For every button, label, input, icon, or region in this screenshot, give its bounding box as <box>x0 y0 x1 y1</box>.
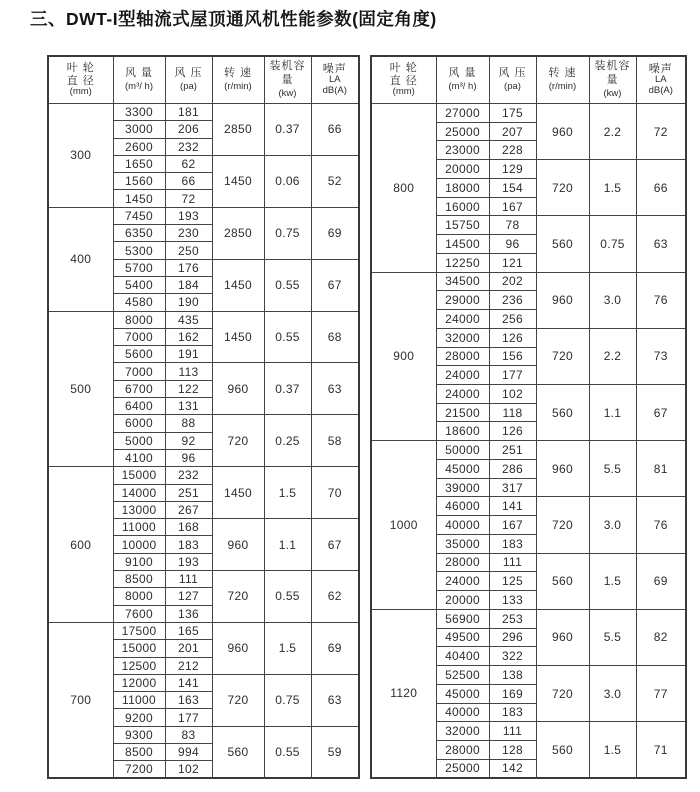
pressure-cell: 72 <box>165 190 212 207</box>
speed-cell: 960 <box>212 622 264 674</box>
flow-cell: 5000 <box>113 432 165 449</box>
diameter-cell: 300 <box>48 104 113 208</box>
power-cell: 1.5 <box>264 622 311 674</box>
noise-cell: 67 <box>636 385 686 441</box>
noise-cell: 76 <box>636 497 686 553</box>
pressure-cell: 138 <box>489 666 536 685</box>
flow-cell: 18000 <box>436 178 489 197</box>
flow-cell: 8000 <box>113 311 165 328</box>
flow-cell: 50000 <box>436 441 489 460</box>
table-row <box>371 609 686 628</box>
power-cell: 5.5 <box>589 441 636 497</box>
pressure-cell: 435 <box>165 311 212 328</box>
speed-cell: 720 <box>536 497 589 553</box>
speed-cell: 960 <box>536 441 589 497</box>
diameter-cell: 1000 <box>371 441 436 610</box>
header-line: 叶 轮 <box>66 61 95 74</box>
noise-cell: 63 <box>311 674 359 726</box>
header-line: (kw) <box>278 87 297 99</box>
header-speed <box>536 56 589 104</box>
header-line: 转 速 <box>548 67 577 80</box>
flow-cell: 11000 <box>113 692 165 709</box>
flow-cell: 15000 <box>113 467 165 484</box>
header-line: 风 压 <box>498 67 527 80</box>
power-cell: 0.55 <box>264 571 311 623</box>
header-speed <box>212 56 264 104</box>
noise-cell: 68 <box>311 311 359 363</box>
table-row <box>48 467 359 484</box>
flow-cell: 1450 <box>113 190 165 207</box>
table-row <box>371 441 686 460</box>
pressure-cell: 125 <box>489 572 536 591</box>
tables-container <box>47 55 687 779</box>
header-noise <box>311 56 359 104</box>
noise-cell: 69 <box>311 622 359 674</box>
header-row <box>371 56 686 104</box>
pressure-cell: 183 <box>489 703 536 722</box>
table-row <box>48 207 359 224</box>
table-row <box>48 622 359 639</box>
power-cell: 0.55 <box>264 311 311 363</box>
header-line: 直 径 <box>389 74 418 87</box>
noise-cell: 66 <box>311 104 359 156</box>
pressure-cell: 267 <box>165 501 212 518</box>
noise-cell: 82 <box>636 609 686 665</box>
diameter-cell: 700 <box>48 622 113 778</box>
header-line: 直 径 <box>66 74 95 87</box>
flow-cell: 9200 <box>113 709 165 726</box>
pressure-cell: 111 <box>489 722 536 741</box>
pressure-cell: 251 <box>489 441 536 460</box>
pressure-cell: 177 <box>489 366 536 385</box>
pressure-cell: 228 <box>489 141 536 160</box>
pressure-cell: 96 <box>489 235 536 254</box>
power-cell: 0.75 <box>589 216 636 272</box>
flow-cell: 10000 <box>113 536 165 553</box>
pressure-cell: 193 <box>165 553 212 570</box>
pressure-cell: 88 <box>165 415 212 432</box>
power-cell: 5.5 <box>589 609 636 665</box>
diameter-cell: 1120 <box>371 609 436 778</box>
pressure-cell: 96 <box>165 449 212 466</box>
header-diameter <box>371 56 436 104</box>
pressure-cell: 66 <box>165 173 212 190</box>
flow-cell: 3000 <box>113 121 165 138</box>
header-pressure <box>489 56 536 104</box>
header-line: 叶 轮 <box>389 61 418 74</box>
header-line: (mm) <box>392 86 415 98</box>
page-title: 三、DWT-I型轴流式屋顶通风机性能参数(固定角度) <box>30 9 437 29</box>
pressure-cell: 111 <box>165 571 212 588</box>
noise-cell: 63 <box>636 216 686 272</box>
speed-cell: 720 <box>536 666 589 722</box>
flow-cell: 32000 <box>436 328 489 347</box>
noise-cell: 58 <box>311 415 359 467</box>
pressure-cell: 165 <box>165 622 212 639</box>
flow-cell: 18600 <box>436 422 489 441</box>
power-cell: 0.75 <box>264 207 311 259</box>
flow-cell: 1650 <box>113 155 165 172</box>
flow-cell: 56900 <box>436 609 489 628</box>
flow-cell: 39000 <box>436 478 489 497</box>
flow-cell: 12000 <box>113 674 165 691</box>
flow-cell: 34500 <box>436 272 489 291</box>
flow-cell: 7600 <box>113 605 165 622</box>
flow-cell: 12500 <box>113 657 165 674</box>
flow-cell: 6400 <box>113 398 165 415</box>
flow-cell: 14500 <box>436 235 489 254</box>
power-cell: 1.5 <box>589 722 636 778</box>
diameter-cell: 500 <box>48 311 113 467</box>
speed-cell: 960 <box>536 272 589 328</box>
power-cell: 3.0 <box>589 666 636 722</box>
pressure-cell: 232 <box>165 138 212 155</box>
performance-table-left <box>47 55 360 779</box>
flow-cell: 40400 <box>436 647 489 666</box>
pressure-cell: 201 <box>165 640 212 657</box>
pressure-cell: 212 <box>165 657 212 674</box>
flow-cell: 13000 <box>113 501 165 518</box>
flow-cell: 4100 <box>113 449 165 466</box>
flow-cell: 8500 <box>113 571 165 588</box>
pressure-cell: 162 <box>165 328 212 345</box>
power-cell: 1.5 <box>264 467 311 519</box>
noise-cell: 76 <box>636 272 686 328</box>
pressure-cell: 181 <box>165 104 212 121</box>
speed-cell: 2850 <box>212 207 264 259</box>
pressure-cell: 236 <box>489 291 536 310</box>
flow-cell: 20000 <box>436 160 489 179</box>
flow-cell: 28000 <box>436 553 489 572</box>
flow-cell: 2600 <box>113 138 165 155</box>
diameter-cell: 900 <box>371 272 436 441</box>
header-line: 风 量 <box>124 67 154 80</box>
pressure-cell: 163 <box>165 692 212 709</box>
header-line: dB(A) <box>322 85 347 97</box>
header-power <box>264 56 311 104</box>
header-line: dB(A) <box>648 85 673 97</box>
noise-cell: 77 <box>636 666 686 722</box>
flow-cell: 6350 <box>113 225 165 242</box>
pressure-cell: 156 <box>489 347 536 366</box>
pressure-cell: 322 <box>489 647 536 666</box>
speed-cell: 560 <box>536 385 589 441</box>
flow-cell: 11000 <box>113 519 165 536</box>
pressure-cell: 230 <box>165 225 212 242</box>
speed-cell: 1450 <box>212 311 264 363</box>
header-line: (r/min) <box>548 80 577 92</box>
pressure-cell: 167 <box>489 516 536 535</box>
flow-cell: 17500 <box>113 622 165 639</box>
header-line: LA <box>654 74 667 86</box>
pressure-cell: 206 <box>165 121 212 138</box>
flow-cell: 3300 <box>113 104 165 121</box>
pressure-cell: 122 <box>165 380 212 397</box>
pressure-cell: 141 <box>489 497 536 516</box>
pressure-cell: 256 <box>489 310 536 329</box>
flow-cell: 25000 <box>436 759 489 778</box>
flow-cell: 29000 <box>436 291 489 310</box>
header-line: 装机容量 <box>269 60 306 87</box>
flow-cell: 21500 <box>436 403 489 422</box>
table-row <box>48 104 359 121</box>
noise-cell: 73 <box>636 328 686 384</box>
pressure-cell: 317 <box>489 478 536 497</box>
pressure-cell: 111 <box>489 553 536 572</box>
speed-cell: 720 <box>212 415 264 467</box>
pressure-cell: 253 <box>489 609 536 628</box>
pressure-cell: 177 <box>165 709 212 726</box>
flow-cell: 28000 <box>436 740 489 759</box>
header-line: 装机容量 <box>594 60 631 87</box>
pressure-cell: 126 <box>489 328 536 347</box>
flow-cell: 7000 <box>113 363 165 380</box>
flow-cell: 40000 <box>436 703 489 722</box>
header-flow <box>436 56 489 104</box>
pressure-cell: 190 <box>165 294 212 311</box>
noise-cell: 67 <box>311 259 359 311</box>
pressure-cell: 126 <box>489 422 536 441</box>
header-line: 噪声 <box>648 62 673 75</box>
flow-cell: 45000 <box>436 684 489 703</box>
pressure-cell: 128 <box>489 740 536 759</box>
pressure-cell: 129 <box>489 160 536 179</box>
speed-cell: 560 <box>536 553 589 609</box>
pressure-cell: 183 <box>489 534 536 553</box>
flow-cell: 5400 <box>113 276 165 293</box>
pressure-cell: 92 <box>165 432 212 449</box>
power-cell: 3.0 <box>589 272 636 328</box>
header-line: (kw) <box>603 87 622 99</box>
diameter-cell: 400 <box>48 207 113 311</box>
power-cell: 1.1 <box>589 385 636 441</box>
pressure-cell: 232 <box>165 467 212 484</box>
header-line: (r/min) <box>224 80 252 92</box>
header-line: 噪声 <box>322 62 347 75</box>
noise-cell: 72 <box>636 104 686 160</box>
power-cell: 0.37 <box>264 104 311 156</box>
pressure-cell: 184 <box>165 276 212 293</box>
flow-cell: 15000 <box>113 640 165 657</box>
flow-cell: 35000 <box>436 534 489 553</box>
flow-cell: 24000 <box>436 572 489 591</box>
header-line: (pa) <box>504 80 521 92</box>
flow-cell: 45000 <box>436 459 489 478</box>
power-cell: 0.55 <box>264 726 311 778</box>
pressure-cell: 193 <box>165 207 212 224</box>
header-line: (m³/ h) <box>448 80 477 92</box>
flow-cell: 24000 <box>436 310 489 329</box>
speed-cell: 720 <box>212 571 264 623</box>
flow-cell: 4580 <box>113 294 165 311</box>
flow-cell: 12250 <box>436 253 489 272</box>
flow-cell: 7000 <box>113 328 165 345</box>
header-line: 转 速 <box>223 67 253 80</box>
header-diameter <box>48 56 113 104</box>
performance-table-right <box>370 55 687 779</box>
speed-cell: 1450 <box>212 259 264 311</box>
flow-cell: 52500 <box>436 666 489 685</box>
noise-cell: 62 <box>311 571 359 623</box>
header-pressure <box>165 56 212 104</box>
table-row <box>48 311 359 328</box>
table-row <box>371 104 686 123</box>
noise-cell: 70 <box>311 467 359 519</box>
speed-cell: 1450 <box>212 155 264 207</box>
noise-cell: 67 <box>311 519 359 571</box>
pressure-cell: 136 <box>165 605 212 622</box>
pressure-cell: 154 <box>489 178 536 197</box>
pressure-cell: 168 <box>165 519 212 536</box>
pressure-cell: 142 <box>489 759 536 778</box>
noise-cell: 81 <box>636 441 686 497</box>
power-cell: 2.2 <box>589 104 636 160</box>
pressure-cell: 102 <box>165 761 212 778</box>
pressure-cell: 78 <box>489 216 536 235</box>
header-line: 风 量 <box>448 67 477 80</box>
header-line: 风 压 <box>174 67 203 80</box>
pressure-cell: 250 <box>165 242 212 259</box>
speed-cell: 960 <box>536 104 589 160</box>
pressure-cell: 207 <box>489 122 536 141</box>
table-row <box>371 272 686 291</box>
pressure-cell: 141 <box>165 674 212 691</box>
speed-cell: 720 <box>536 160 589 216</box>
flow-cell: 23000 <box>436 141 489 160</box>
power-cell: 3.0 <box>589 497 636 553</box>
flow-cell: 24000 <box>436 385 489 404</box>
flow-cell: 32000 <box>436 722 489 741</box>
noise-cell: 59 <box>311 726 359 778</box>
pressure-cell: 251 <box>165 484 212 501</box>
power-cell: 2.2 <box>589 328 636 384</box>
flow-cell: 49500 <box>436 628 489 647</box>
pressure-cell: 127 <box>165 588 212 605</box>
flow-cell: 27000 <box>436 104 489 123</box>
flow-cell: 5300 <box>113 242 165 259</box>
speed-cell: 720 <box>212 674 264 726</box>
flow-cell: 8000 <box>113 588 165 605</box>
flow-cell: 6000 <box>113 415 165 432</box>
flow-cell: 5600 <box>113 346 165 363</box>
power-cell: 0.25 <box>264 415 311 467</box>
noise-cell: 66 <box>636 160 686 216</box>
flow-cell: 9300 <box>113 726 165 743</box>
pressure-cell: 296 <box>489 628 536 647</box>
speed-cell: 560 <box>212 726 264 778</box>
flow-cell: 6700 <box>113 380 165 397</box>
noise-cell: 63 <box>311 363 359 415</box>
speed-cell: 2850 <box>212 104 264 156</box>
pressure-cell: 133 <box>489 591 536 610</box>
diameter-cell: 800 <box>371 104 436 273</box>
flow-cell: 25000 <box>436 122 489 141</box>
header-line: (mm) <box>69 86 92 98</box>
flow-cell: 14000 <box>113 484 165 501</box>
header-noise <box>636 56 686 104</box>
header-row <box>48 56 359 104</box>
flow-cell: 28000 <box>436 347 489 366</box>
power-cell: 1.1 <box>264 519 311 571</box>
header-flow <box>113 56 165 104</box>
pressure-cell: 286 <box>489 459 536 478</box>
pressure-cell: 131 <box>165 398 212 415</box>
pressure-cell: 202 <box>489 272 536 291</box>
power-cell: 1.5 <box>589 160 636 216</box>
power-cell: 1.5 <box>589 553 636 609</box>
header-power <box>589 56 636 104</box>
speed-cell: 720 <box>536 328 589 384</box>
power-cell: 0.55 <box>264 259 311 311</box>
flow-cell: 7200 <box>113 761 165 778</box>
pressure-cell: 167 <box>489 197 536 216</box>
pressure-cell: 169 <box>489 684 536 703</box>
flow-cell: 8500 <box>113 743 165 760</box>
speed-cell: 560 <box>536 216 589 272</box>
speed-cell: 560 <box>536 722 589 778</box>
speed-cell: 960 <box>212 363 264 415</box>
flow-cell: 9100 <box>113 553 165 570</box>
header-line: (m³/ h) <box>125 80 153 92</box>
noise-cell: 71 <box>636 722 686 778</box>
flow-cell: 15750 <box>436 216 489 235</box>
pressure-cell: 118 <box>489 403 536 422</box>
flow-cell: 5700 <box>113 259 165 276</box>
pressure-cell: 113 <box>165 363 212 380</box>
flow-cell: 24000 <box>436 366 489 385</box>
header-line: LA <box>328 74 341 86</box>
flow-cell: 40000 <box>436 516 489 535</box>
noise-cell: 52 <box>311 155 359 207</box>
pressure-cell: 102 <box>489 385 536 404</box>
speed-cell: 960 <box>536 609 589 665</box>
diameter-cell: 600 <box>48 467 113 623</box>
flow-cell: 1560 <box>113 173 165 190</box>
power-cell: 0.75 <box>264 674 311 726</box>
pressure-cell: 62 <box>165 155 212 172</box>
pressure-cell: 176 <box>165 259 212 276</box>
flow-cell: 46000 <box>436 497 489 516</box>
pressure-cell: 994 <box>165 743 212 760</box>
pressure-cell: 175 <box>489 104 536 123</box>
power-cell: 0.37 <box>264 363 311 415</box>
speed-cell: 960 <box>212 519 264 571</box>
noise-cell: 69 <box>311 207 359 259</box>
flow-cell: 16000 <box>436 197 489 216</box>
pressure-cell: 83 <box>165 726 212 743</box>
flow-cell: 20000 <box>436 591 489 610</box>
pressure-cell: 121 <box>489 253 536 272</box>
pressure-cell: 191 <box>165 346 212 363</box>
power-cell: 0.06 <box>264 155 311 207</box>
header-line: (pa) <box>180 80 197 92</box>
speed-cell: 1450 <box>212 467 264 519</box>
noise-cell: 69 <box>636 553 686 609</box>
pressure-cell: 183 <box>165 536 212 553</box>
flow-cell: 7450 <box>113 207 165 224</box>
